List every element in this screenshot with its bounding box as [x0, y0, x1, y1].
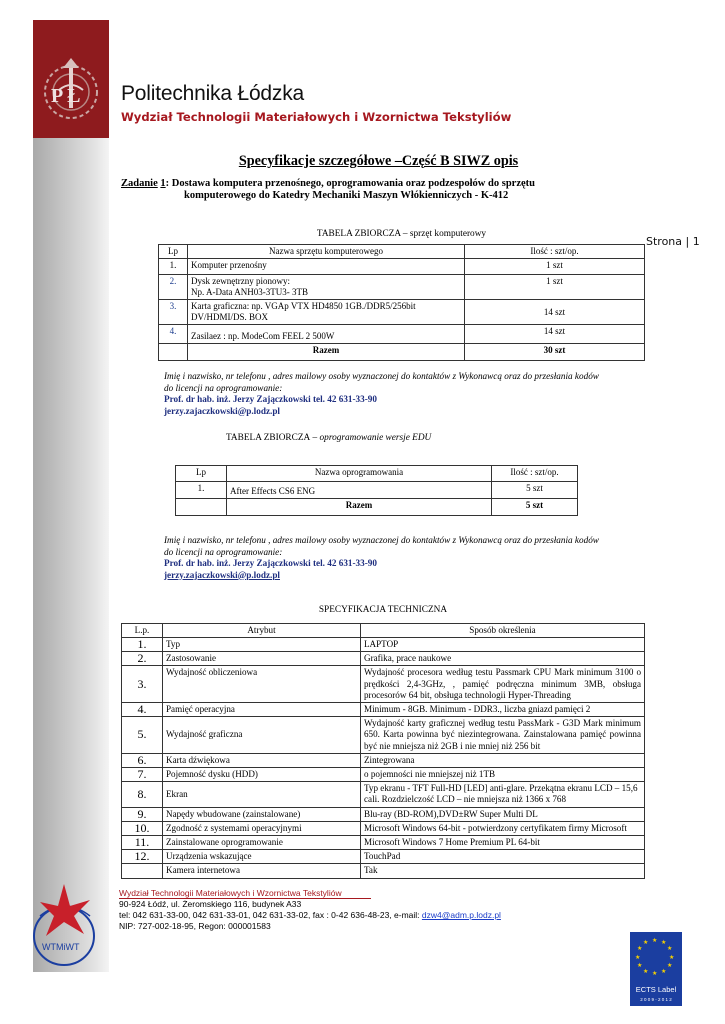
- table-row: [159, 275, 645, 300]
- university-emblem-icon: [33, 20, 109, 138]
- table-total-row: [159, 344, 645, 361]
- row-spec: Wydajność karty graficznej według testu PassMark - G3D Mark minimum 650. Karta powinna być niezintegrowana. Zainstalowana pamięć powinna być nie mniejsza niż 2GB i nie mniej niż 256 bit: [361, 717, 645, 754]
- footer-email-link[interactable]: dzw4@adm.p.lodz.pl: [421, 910, 501, 920]
- footer-phones: tel: 042 631-33-00, 042 631-33-01, 042 631-33-02, fax : 0-42 636-48-23, e-mail:: [119, 910, 422, 920]
- table-row: [159, 325, 645, 344]
- footer-faculty: Wydział Technologii Materiałowych i Wzornictwa Tekstyliów: [119, 888, 342, 898]
- task-description-line1: : Dostawa komputera przenośnego, oprogramowania oraz podzespołów do sprzętu: [165, 178, 535, 189]
- row-spec: Minimum - 8GB. Minimum - DDR3., liczba gniazd pamięci 2: [361, 703, 645, 717]
- contact-text: Imię i nazwisko, nr telefonu , adres mailowy osoby wyznaczonej do kontaktów z Wykonawcą oraz do przesłania kodów: [164, 371, 599, 381]
- table-header-row: [176, 466, 578, 482]
- row-lp: [122, 864, 163, 878]
- contact-text: Imię i nazwisko, nr telefonu , adres mailowy osoby wyznaczonej do kontaktów z Wykonawcą oraz do przesłania kodów: [164, 535, 599, 545]
- row-spec: Typ ekranu - TFT Full-HD [LED] anti-glare. Przekątna ekranu LCD – 15,6 cali. Rozdzielczość LCD – nie mniejsza niż 1366 x 768: [361, 782, 645, 807]
- contact-text: do licencji na oprogramowanie:: [164, 382, 283, 393]
- row-spec: LAPTOP: [361, 638, 645, 652]
- row-spec: Blu-ray (BD-ROM),DVD±RW Super Multi DL: [361, 807, 645, 821]
- svg-text:ECTS Label: ECTS Label: [635, 985, 677, 994]
- total-label: Razem: [227, 499, 492, 516]
- footer-address: 90-924 Łódź, ul. Żeromskiego 116, budynek A33: [119, 899, 302, 909]
- eu-stars-icon: [630, 932, 682, 1006]
- svg-text:2 0 0 9 - 2 0 1 2: 2 0 0 9 - 2 0 1 2: [640, 997, 672, 1002]
- svg-text:★: ★: [652, 937, 658, 944]
- row-attribute: Zainstalowane oprogramowanie: [163, 836, 361, 850]
- table-row: [122, 768, 645, 782]
- table-row: [122, 638, 645, 652]
- table-row: [122, 753, 645, 767]
- task-number: 1: [160, 178, 166, 189]
- row-lp: 9.: [122, 807, 163, 821]
- row-attribute: Wydajność graficzna: [163, 717, 361, 754]
- hardware-summary-table: [158, 244, 645, 361]
- svg-text:★: ★: [652, 970, 658, 977]
- row-attribute: Pojemność dysku (HDD): [163, 768, 361, 782]
- row-lp: 4.: [159, 325, 188, 344]
- table-row: [122, 864, 645, 878]
- table3-caption: SPECYFIKACJA TECHNICZNA: [318, 605, 448, 615]
- row-attribute: Ekran: [163, 782, 361, 807]
- row-attribute: Zgodność z systemami operacyjnymi: [163, 821, 361, 835]
- table-row: [176, 482, 578, 499]
- table-header-row: [159, 245, 645, 259]
- ects-label-logo: [630, 932, 682, 1006]
- row-name: Komputer przenośny: [188, 259, 465, 275]
- row-lp: 1.: [122, 638, 163, 652]
- page-title: Specyfikacje szczegółowe –Część B SIWZ opis: [238, 153, 519, 169]
- row-spec: Grafika, prace naukowe: [361, 652, 645, 666]
- row-spec: o pojemności nie mniejszej niż 1TB: [361, 768, 645, 782]
- svg-text:★: ★: [669, 954, 675, 961]
- svg-text:WTMiWT: WTMiWT: [42, 942, 80, 952]
- row-attribute: Typ: [163, 638, 361, 652]
- row-lp: 11.: [122, 836, 163, 850]
- row-qty: 14 szt: [465, 325, 645, 344]
- svg-text:★: ★: [635, 954, 641, 961]
- svg-text:★: ★: [667, 962, 673, 969]
- row-spec: Tak: [361, 864, 645, 878]
- task-label: Zadanie: [121, 178, 158, 189]
- svg-text:★: ★: [637, 962, 643, 969]
- row-spec: Wydajność procesora według testu Passmark CPU Mark minimum 3100 o prędkości 2,4-3GHz, , pamięć podręczna minimum 3MB, obsługa procesorów 64 bit, obsługa technologii Hyper-Threading: [361, 666, 645, 703]
- row-qty: 1 szt: [465, 275, 645, 300]
- row-attribute: Napędy wbudowane (zainstalowane): [163, 807, 361, 821]
- contact-block-2: [164, 535, 599, 581]
- svg-text:★: ★: [667, 945, 673, 952]
- table1-caption-main: TABELA ZBIORCZA: [316, 229, 401, 239]
- svg-text:★: ★: [637, 945, 643, 952]
- table2-caption-main: TABELA ZBIORCZA: [226, 433, 311, 443]
- contact-text: do licencji na oprogramowanie:: [164, 546, 283, 557]
- table-row: [122, 782, 645, 807]
- contact-person: Prof. dr hab. inż. Jerzy Zajączkowski tel. 42 631-33-90: [164, 558, 377, 568]
- wtm-emblem-icon: [28, 876, 108, 968]
- contact-block-1: [164, 371, 599, 417]
- col-header-lp: Lp: [159, 245, 188, 259]
- col-header-name: Nazwa oprogramowania: [227, 466, 492, 482]
- total-label: Razem: [188, 344, 465, 361]
- row-qty: 1 szt: [465, 259, 645, 275]
- task-line: [121, 177, 535, 190]
- table-row: [159, 259, 645, 275]
- table-row: [122, 821, 645, 835]
- total-spacer: [159, 344, 188, 361]
- table-row: [122, 807, 645, 821]
- university-name: Politechnika Łódzka: [121, 82, 304, 105]
- table-row: [122, 836, 645, 850]
- table1-caption-sub: – sprzęt komputerowy: [400, 229, 487, 239]
- technical-spec-table: [121, 623, 645, 879]
- col-header-lp: Lp: [176, 466, 227, 482]
- row-name: Karta graficzna: np. VGAp VTX HD4850 1GB./DDR5/256bit DV/HDMI/DS. BOX: [188, 300, 465, 325]
- table2-caption: [226, 433, 431, 443]
- col-header-spec: Sposób określenia: [361, 624, 645, 638]
- software-summary-table: [175, 465, 578, 516]
- col-header-qty: Ilość : szt/op.: [492, 466, 578, 482]
- row-lp: 1.: [159, 259, 188, 275]
- row-name: Zasilaez : np. ModeCom FEEL 2 500W: [188, 325, 465, 344]
- table-row: [122, 666, 645, 703]
- footer-nip: NIP: 727-002-18-95, Regon: 000001583: [119, 921, 271, 931]
- row-qty: 5 szt: [492, 482, 578, 499]
- row-lp: 12.: [122, 850, 163, 864]
- side-gradient-strip: [33, 130, 109, 972]
- row-lp: 3.: [159, 300, 188, 325]
- contact-person: Prof. dr hab. inż. Jerzy Zajączkowski tel. 42 631-33-90: [164, 394, 377, 404]
- table-row: [122, 652, 645, 666]
- row-spec: TouchPad: [361, 850, 645, 864]
- row-attribute: Pamięć operacyjna: [163, 703, 361, 717]
- total-value: 30 szt: [465, 344, 645, 361]
- svg-text:★: ★: [643, 939, 649, 946]
- total-value: 5 szt: [492, 499, 578, 516]
- col-header-attribute: Atrybut: [163, 624, 361, 638]
- contact-email[interactable]: jerzy.zajaczkowski@p.lodz.pl: [164, 569, 280, 580]
- row-attribute: Wydajność obliczeniowa: [163, 666, 361, 703]
- table-row: [122, 717, 645, 754]
- svg-text:★: ★: [661, 939, 667, 946]
- table1-caption: [158, 229, 645, 239]
- svg-text:★: ★: [661, 968, 667, 975]
- page-number-label: Strona | 1: [646, 235, 700, 248]
- table-header-row: [122, 624, 645, 638]
- table-total-row: [176, 499, 578, 516]
- row-spec: Zintegrowana: [361, 753, 645, 767]
- svg-text:P Ł: P Ł: [51, 85, 81, 107]
- table2-caption-sub: – oprogramowanie wersje EDU: [310, 433, 432, 443]
- row-lp: 5.: [122, 717, 163, 754]
- total-spacer: [176, 499, 227, 516]
- faculty-name: Wydział Technologii Materiałowych i Wzornictwa Tekstyliów: [121, 110, 512, 124]
- footer-contact: [119, 910, 501, 921]
- row-lp: 1.: [176, 482, 227, 499]
- svg-text:★: ★: [643, 968, 649, 975]
- row-lp: 7.: [122, 768, 163, 782]
- table-row: [159, 300, 645, 325]
- col-header-name: Nazwa sprzętu komputerowego: [188, 245, 465, 259]
- row-lp: 6.: [122, 753, 163, 767]
- task-description-line2: komputerowego do Katedry Mechaniki Maszyn Włókienniczych - K-412: [184, 190, 509, 201]
- row-spec: Microsoft Windows 64-bit - potwierdzony certyfikatem firmy Microsoft: [361, 821, 645, 835]
- row-lp: 8.: [122, 782, 163, 807]
- wtm-logo: [28, 876, 108, 968]
- row-attribute: Kamera internetowa: [163, 864, 361, 878]
- row-attribute: Karta dźwiękowa: [163, 753, 361, 767]
- row-lp: 2.: [159, 275, 188, 300]
- footer-divider: [119, 898, 371, 899]
- col-header-lp: L.p.: [122, 624, 163, 638]
- row-spec: Microsoft Windows 7 Home Premium PL 64-bit: [361, 836, 645, 850]
- contact-email[interactable]: jerzy.zajaczkowski@p.lodz.pl: [164, 405, 280, 416]
- page-footer: [119, 888, 501, 932]
- row-lp: 4.: [122, 703, 163, 717]
- university-logo: [33, 20, 109, 138]
- row-qty: 14 szt: [465, 300, 645, 325]
- row-name: Dysk zewnętrzny pionowy: Np. A-Data ANH03-3TU3- 3TB: [188, 275, 465, 300]
- row-attribute: Urządzenia wskazujące: [163, 850, 361, 864]
- row-name: After Effects CS6 ENG: [227, 482, 492, 499]
- table-row: [122, 850, 645, 864]
- row-attribute: Zastosowanie: [163, 652, 361, 666]
- row-lp: 3.: [122, 666, 163, 703]
- table-row: [122, 703, 645, 717]
- row-lp: 2.: [122, 652, 163, 666]
- row-lp: 10.: [122, 821, 163, 835]
- col-header-qty: Ilość : szt/op.: [465, 245, 645, 259]
